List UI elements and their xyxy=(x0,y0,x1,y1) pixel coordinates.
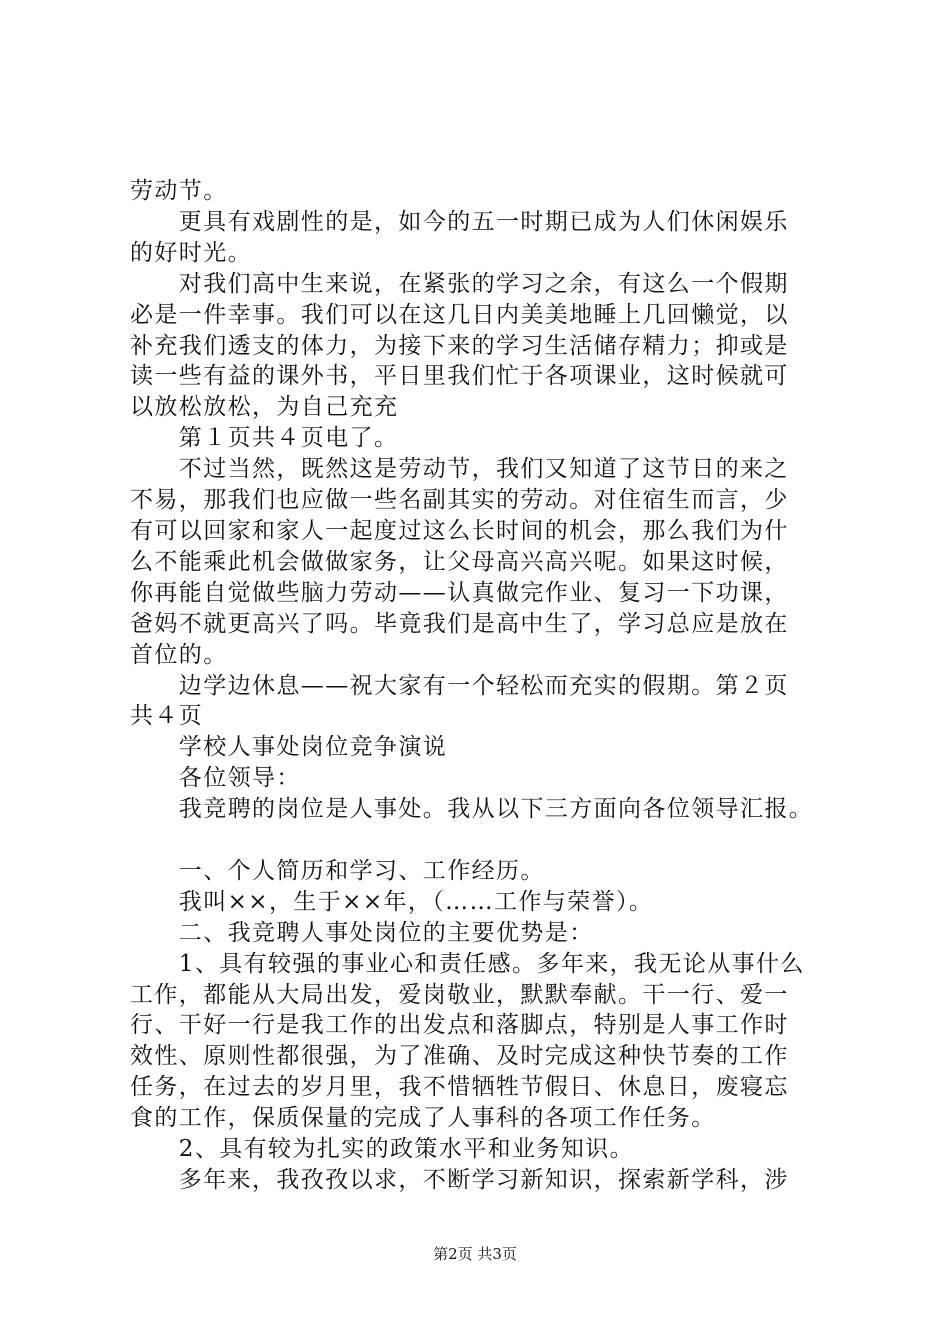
text-line: 第１页共４页电了。 xyxy=(130,425,399,451)
text-line: 2、具有较为扎实的政策水平和业务知识。 xyxy=(130,1136,635,1162)
text-line: 有可以回家和家人一起度过这么长时间的机会，那么我们为什 xyxy=(130,518,789,544)
text-line: 行、干好一行是我工作的出发点和落脚点，特别是人事工作时 xyxy=(130,1012,789,1038)
text-line: 效性、原则性都很强，为了准确、及时完成这种快节奏的工作 xyxy=(130,1043,789,1069)
text-line: 更具有戏剧性的是，如今的五一时期已成为人们休闲娱乐 xyxy=(130,209,789,235)
text-line: 边学边休息——祝大家有一个轻松而充实的假期。第２页 xyxy=(130,673,789,699)
text-line: 补充我们透支的体力，为接下来的学习生活储存精力；抑或是 xyxy=(130,333,789,359)
text-line: 共４页 xyxy=(130,703,204,729)
text-line: 必是一件幸事。我们可以在这几日内美美地睡上几回懒觉，以 xyxy=(130,302,789,328)
text-line: 么不能乘此机会做做家务，让父母高兴高兴呢。如果这时候， xyxy=(130,549,789,575)
text-line: 爸妈不就更高兴了吗。毕竟我们是高中生了，学习总应是放在 xyxy=(130,611,789,637)
text-line: 各位领导： xyxy=(130,765,301,791)
text-line: 你再能自觉做些脑力劳动——认真做完作业、复习一下功课， xyxy=(130,580,789,606)
text-line: 读一些有益的课外书，平日里我们忙于各项课业，这时候就可 xyxy=(130,363,789,389)
text-line: 多年来，我孜孜以求，不断学习新知识，探索新学科，涉 xyxy=(130,1167,789,1193)
text-line: 对我们高中生来说，在紧张的学习之余，有这么一个假期 xyxy=(130,271,789,297)
text-line: 学校人事处岗位竞争演说 xyxy=(130,734,448,760)
text-line: 首位的。 xyxy=(130,642,228,668)
text-line: 以放松放松，为自己充充 xyxy=(130,394,399,420)
page-footer: 第2页 共3页 xyxy=(433,1245,517,1263)
text-line: 二、我竞聘人事处岗位的主要优势是： xyxy=(130,920,594,946)
text-line: 劳动节。 xyxy=(130,178,228,204)
text-line: 任务，在过去的岁月里，我不惜牺牲节假日、休息日，废寝忘 xyxy=(130,1074,789,1100)
text-line: 我竞聘的岗位是人事处。我从以下三方面向各位领导汇报。 xyxy=(130,796,814,822)
text-line: 的好时光。 xyxy=(130,240,252,266)
text-line: 我叫××，生于××年，（……工作与荣誉）。 xyxy=(130,889,654,915)
text-line: 1、具有较强的事业心和责任感。多年来，我无论从事什么 xyxy=(130,951,805,977)
text-line: 不易，那我们也应做一些名副其实的劳动。对住宿生而言，少 xyxy=(130,487,789,513)
text-line: 工作，都能从大局出发，爱岗敬业，默默奉献。干一行、爱一 xyxy=(130,982,789,1008)
text-line: 食的工作，保质保量的完成了人事科的各项工作任务。 xyxy=(130,1105,716,1131)
text-line: 一、个人简历和学习、工作经历。 xyxy=(130,858,545,884)
text-line: 不过当然，既然这是劳动节，我们又知道了这节日的来之 xyxy=(130,456,789,482)
